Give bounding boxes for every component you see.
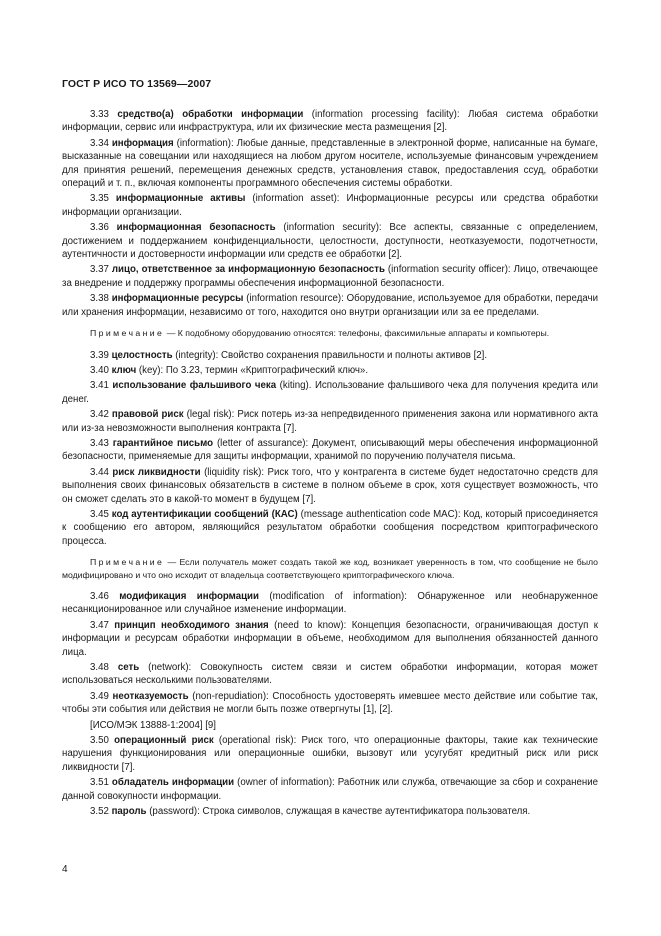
term-name: риск ликвидности <box>112 466 201 478</box>
term-entry: 3.35 информационные активы (information asset): Информационные ресурсы или средства обработки информации организации. <box>62 193 599 218</box>
term-entry: 3.48 сеть (network): Совокупность систем связи и систем обработки информации, которая может использоваться несколькими пользователями. <box>62 662 598 687</box>
term-name: код аутентификации сообщений (КАС) <box>111 508 298 520</box>
term-name: использование фальшивого чека <box>112 380 277 392</box>
term-name: лицо, ответственное за информационную безопасность <box>111 264 385 276</box>
term-entry: 3.33 средство(а) обработки информации (information processing facility): Любая система обработки информации, сервис или инфраструктура, или их физические места размещения [2]. <box>62 109 598 134</box>
term-name: операционный риск <box>114 735 214 747</box>
term-name: гарантийное письмо <box>112 437 214 449</box>
note-label: Примечание <box>90 328 165 339</box>
term-entry: 3.46 модификация информации (modification of information): Обнаруженное или необнаруженное несанкционированное или случайное изменение информации. <box>62 591 598 616</box>
page-number: 4 <box>62 864 68 875</box>
term-name: целостность <box>111 349 173 361</box>
term-entry: 3.34 информация (information): Любые данные, представленные в электронной форме, написанные на бумаге, высказанные на совещании или находящиеся на любом другом носителе, используемые финансовым учреждением для принятия решений, перемещения денежных средств, установления ставок, предоставления ссуд, обработки операций и т. п., включая компоненты программного обеспечения системы обработки. <box>62 137 598 190</box>
terms-content <box>62 108 598 821</box>
page-header-standard-number: ГОСТ Р ИСО ТО 13569—2007 <box>62 78 212 90</box>
term-entry: 3.52 пароль (password): Строка символов, служащая в качестве аутентификатора пользователя. <box>90 806 531 818</box>
term-entry: 3.39 целостность (integrity): Свойство сохранения правильности и полноты активов [2]. <box>90 349 488 361</box>
term-name: сеть <box>117 662 140 674</box>
term-name: информационные активы <box>115 193 246 205</box>
term-entry: 3.43 гарантийное письмо (letter of assurance): Документ, описывающий меры обеспечения информационной безопасности, применяемые для защиты информации, хранимой по поручению получателя письма. <box>62 437 598 463</box>
term-name: правовой риск <box>111 409 184 421</box>
term-entry: 3.51 обладатель информации (owner of information): Работник или служба, отвечающие за сбор и сохранение данной совокупности информации. <box>62 777 599 802</box>
term-name: модификация информации <box>119 591 259 602</box>
term-name: пароль <box>111 806 147 818</box>
note: Примечание — К подобному оборудованию относятся: телефоны, факсимильные аппараты и компьютеры. <box>90 328 550 339</box>
term-entry: 3.40 ключ (key): По 3.23, термин «Криптографический ключ». <box>90 364 369 376</box>
term-entry: 3.37 лицо, ответственное за информационную безопасность (information security officer): Лицо, отвечающее за внедрение и поддержку программы обеспечения информационной безопасности. <box>62 264 598 289</box>
term-name: информационные ресурсы <box>111 293 244 305</box>
note: Примечание — Если получатель может создать такой же код, возникает уверенность в том, что сообщение не было модифицировано и что оно исходит от владельца соответствующего криптографического ключа. <box>62 557 598 580</box>
term-name: информация <box>111 137 174 149</box>
term-name: принцип необходимого знания <box>114 619 269 631</box>
term-entry: 3.36 информационная безопасность (information security): Все аспекты, связанные с определением, достижением и поддержанием конфиденциальности, целостности, доступности, неотказуемости, подотчетности, аутентичности и достоверности информации или средств ее обработки [2]. <box>62 222 598 261</box>
term-name: средство(а) обработки информации <box>117 109 304 120</box>
term-entry: 3.47 принцип необходимого знания (need to know): Концепция безопасности, ограничивающая доступ к информации и ресурсам обработки информации в объеме, необходимом для выполнения обязанностей данного лица. <box>62 619 598 658</box>
term-name: обладатель информации <box>111 777 235 789</box>
term-entry: 3.41 использование фальшивого чека (kiting). Использование фальшивого чека для получения кредита или денег. <box>62 380 598 405</box>
term-name: неотказуемость <box>112 690 189 702</box>
term-entry: 3.44 риск ликвидности (liquidity risk): Риск того, что у контрагента в системе будет недостаточно средств для выполнения своих финансовых обязательств в системе в полном объеме в срок, хотя существует возможность, что он сможет сделать это в какой-то момент в будущем [7]. <box>62 466 598 505</box>
note-label: Примечание <box>90 557 165 568</box>
term-entry: 3.45 код аутентификации сообщений (КАС) (message authentication code MAC): Код, который присоединяется к сообщению его автором, являющийся результатом обработки сообщения посредством криптографического процесса. <box>62 508 598 547</box>
term-entry: 3.38 информационные ресурсы (information resource): Оборудование, используемое для обработки, передачи или хранения информации, независимо от того, находится оно внутри организации или за ее пределами. <box>62 293 599 318</box>
term-entry: 3.49 неотказуемость (non-repudiation): Способность удостоверять имевшее место действие или событие так, чтобы эти события или действия не могли быть позже отвергнуты [1], [2]. <box>62 690 598 716</box>
reference-line: [ИСО/МЭК 13888-1:2004] [9] <box>90 719 216 731</box>
term-entry: 3.42 правовой риск (legal risk): Риск потерь из-за непредвиденного применения закона или нормативного акта или из-за невозможности выполнения контракта [7]. <box>62 409 598 434</box>
term-name: ключ <box>111 364 137 376</box>
term-name: информационная безопасность <box>116 222 276 234</box>
term-entry: 3.50 операционный риск (operational risk): Риск того, что операционные факторы, такие как технические нарушения функционирования или операционные ошибки, вызовут или усугубят кредитный риск или риск ликвидности [7]. <box>62 735 598 773</box>
